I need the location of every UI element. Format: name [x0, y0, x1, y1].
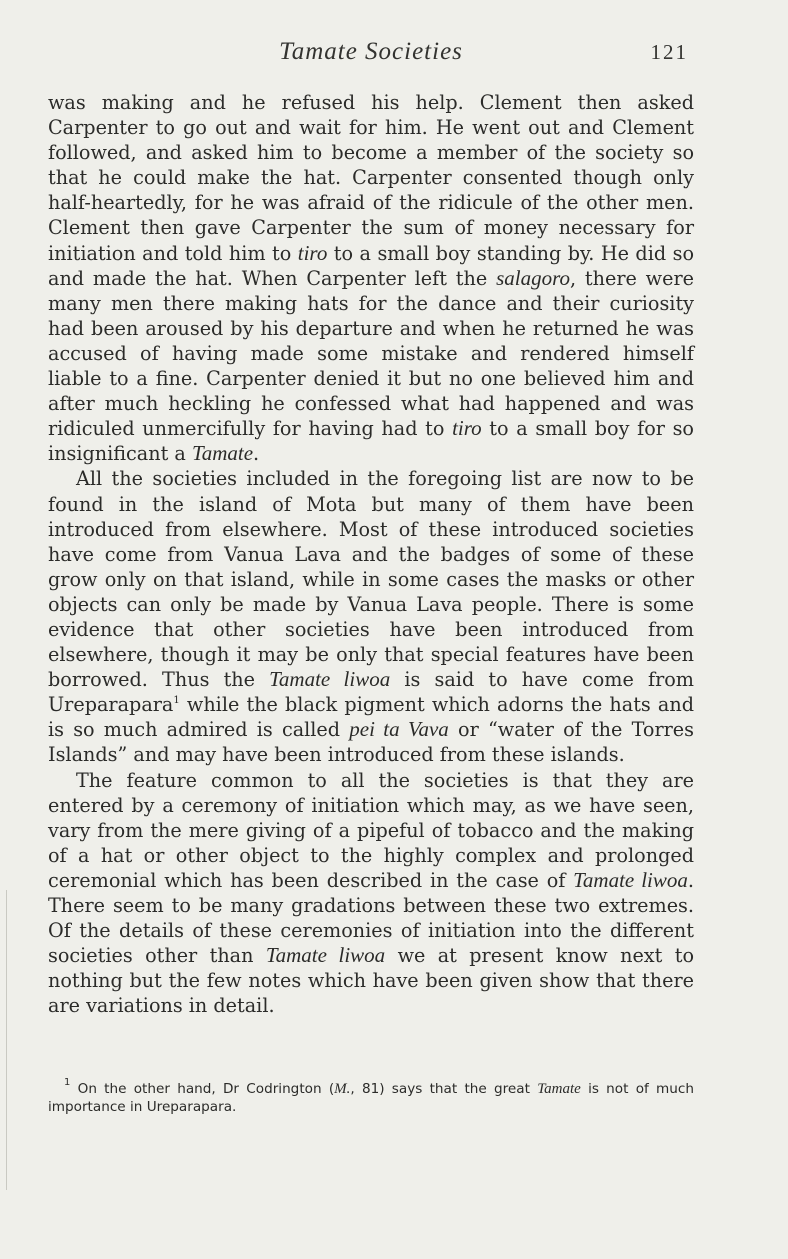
footnote-reference[interactable]: 1 [173, 695, 180, 707]
text-run: to a small boy for so insignificant a [48, 417, 694, 466]
italic-term: tiro [297, 240, 328, 265]
footnote-mark: 1 [64, 1077, 71, 1088]
italic-term: salagoro [496, 265, 570, 290]
body-text [48, 90, 694, 1018]
page-header [48, 38, 694, 68]
text-run: is not of much importance in Ureparapara. [48, 1081, 694, 1115]
text-run: , there were many men there making hats for the dance and their curiosity had been aroused by his departure and when he returned he was accused of having made some mistake and rendered himself liable to a fine. Carpenter denied it but no one believed him and after much heckling he confessed what had happened and was ridiculed unmercifully for having had to [48, 266, 694, 441]
italic-term: pei ta Vava [349, 717, 449, 742]
text-run: is said to have come from Ureparapara [48, 668, 694, 717]
italic-term: Tamate liwoa [573, 867, 688, 892]
text-run: was making and he refused his help. Clement then asked Carpenter to go out and wait for him. He went out and Clement followed, and asked him to become a member of the society so that he could make the hat. Carpenter consented though only half-heartedly, for he was afraid of the ridicule of the other men. Clement then gave Carpenter the sum of money necessary for initiation and told him to [48, 91, 694, 265]
italic-term: Tamate liwoa [269, 667, 391, 692]
text-run: On the other hand, Dr Codrington ( [70, 1081, 335, 1097]
italic-term: tiro [452, 416, 482, 441]
text-run: while the black pigment which adorns the hats and is so much admired is called [48, 693, 694, 742]
paragraph-1 [48, 90, 694, 466]
text-run: , 81) says that the great [350, 1081, 538, 1097]
text-run: All the societies included in the foregoing list are now to be found in the island of Mota but many of them have been introduced from elsewhere. Most of these introduced societies have come from Vanua Lava and the badges of some of these grow only on that island, while in some cases the masks or other objects can only be made by Vanua Lava people. There is some evidence that other societies have been introduced from elsewhere, though it may be only that special features have been borrowed. Thus the [48, 467, 694, 692]
italic-term: Tamate liwoa [265, 943, 386, 968]
footnote [48, 1077, 694, 1116]
text-run: . [253, 442, 260, 466]
text-run: The feature common to all the societies is that they are entered by a ceremony of initiation which may, as we have seen, vary from the mere giving of a pipeful of tobacco and the making of a hat or other object to the highly complex and prolonged ceremonial which has been described in the case of [48, 768, 694, 892]
text-run: we at present know next to nothing but the few notes which have been given show that there are variations in detail. [48, 944, 694, 1018]
italic-term: M. [334, 1081, 351, 1097]
running-title: Tamate Societies [279, 38, 463, 65]
italic-term: Tamate [537, 1081, 581, 1097]
page-edge-line [6, 890, 7, 1190]
page-number: 121 [650, 40, 688, 64]
italic-term: Tamate [191, 441, 254, 466]
text-run: or “water of the Torres Islands” and may have been introduced from these islands. [48, 718, 694, 767]
text-run: . There seem to be many gradations between these two extremes. Of the details of these ceremonies of initiation into the different societies other than [48, 868, 694, 968]
paragraph-2 [48, 466, 694, 767]
paragraph-3 [48, 768, 694, 1019]
text-run: to a small boy standing by. He did so and made the hat. When Carpenter left the [48, 241, 694, 290]
